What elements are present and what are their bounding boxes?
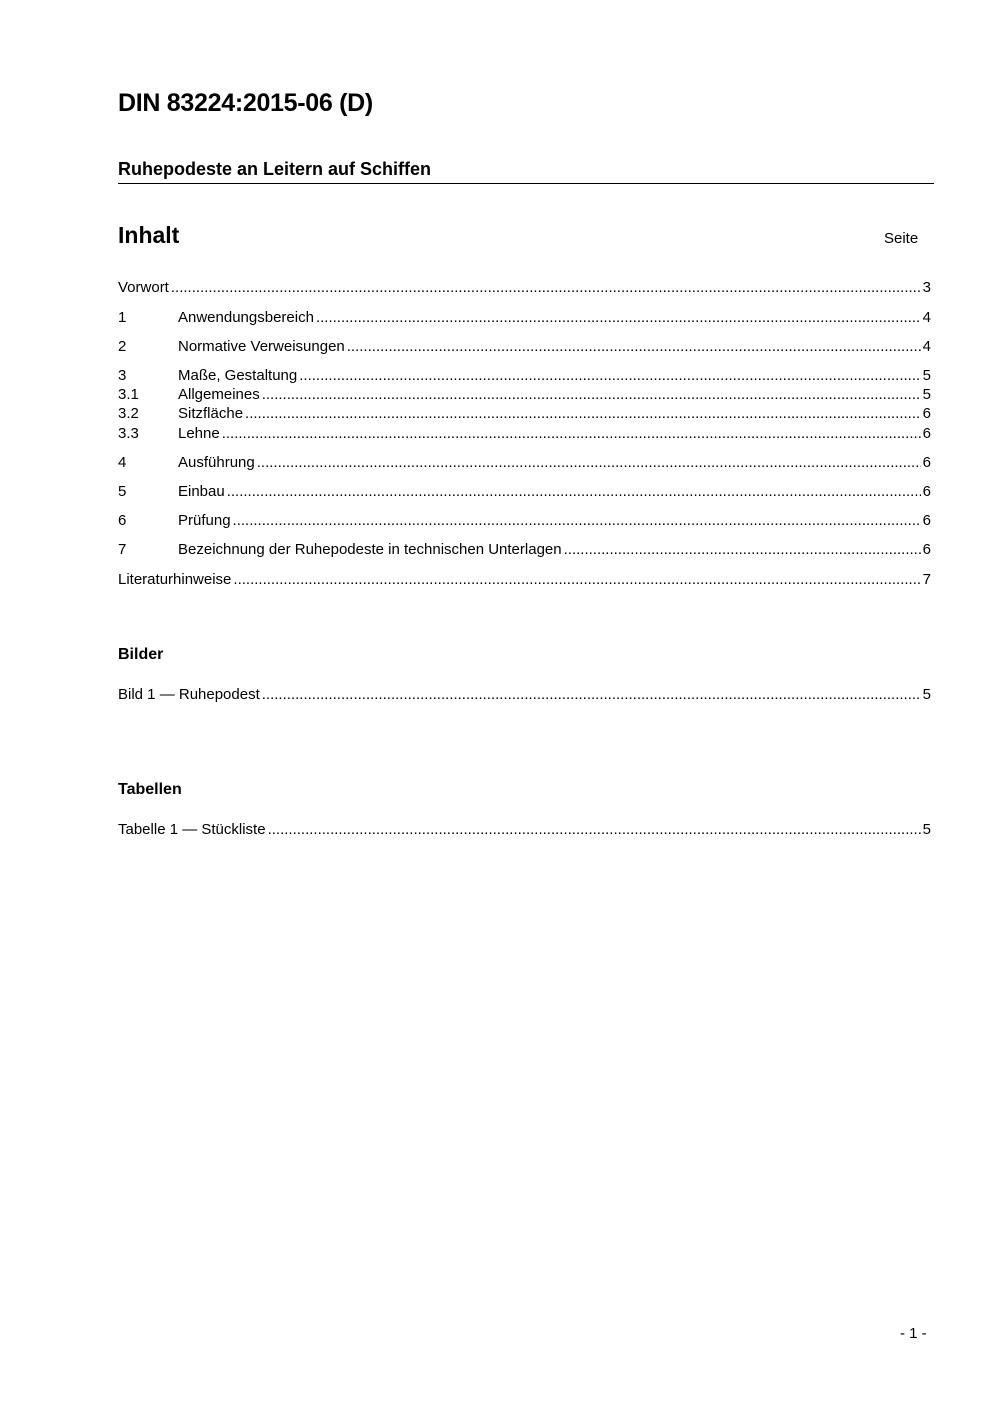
toc-entry-label: Normative Verweisungen xyxy=(178,338,345,355)
toc-entry-section-3[interactable] xyxy=(118,367,931,385)
leader-dots xyxy=(220,425,921,443)
figure-entry-page: 5 xyxy=(922,686,931,703)
toc-entry-label: Prüfung xyxy=(178,512,231,529)
toc-entry-number: 2 xyxy=(118,338,127,355)
toc-entry-page: 6 xyxy=(922,512,931,529)
toc-entry-page: 6 xyxy=(922,483,931,500)
toc-entry-number: 1 xyxy=(118,309,127,326)
document-subtitle: Ruhepodeste an Leitern auf Schiffen xyxy=(118,159,934,184)
toc-entry-page: 4 xyxy=(922,338,931,355)
toc-entry-page: 6 xyxy=(922,541,931,558)
figures-heading: Bilder xyxy=(118,646,164,663)
toc-entry-label: Maße, Gestaltung xyxy=(178,367,298,384)
page-number: - 1 - xyxy=(900,1325,927,1342)
toc-entry-page: 4 xyxy=(922,309,931,326)
toc-entry-section-3-1[interactable] xyxy=(118,386,931,404)
toc-entry-number: 3.2 xyxy=(118,405,139,422)
leader-dots xyxy=(225,483,921,501)
toc-heading: Inhalt xyxy=(118,222,180,248)
toc-entry-section-3-2[interactable] xyxy=(118,405,931,423)
leader-dots xyxy=(260,386,921,404)
toc-entry-number: 5 xyxy=(118,483,127,500)
leader-dots xyxy=(255,454,921,472)
toc-entry-label: Lehne xyxy=(178,425,220,442)
document-title: DIN 83224:2015-06 (D) xyxy=(118,89,373,117)
toc-entry-label: Vorwort xyxy=(118,279,169,296)
figure-entry[interactable] xyxy=(118,686,931,704)
page-column-label: Seite xyxy=(884,230,919,247)
toc-entry-page: 6 xyxy=(922,454,931,471)
toc-entry-number: 6 xyxy=(118,512,127,529)
leader-dots xyxy=(562,541,921,559)
toc-entry-page: 5 xyxy=(922,367,931,384)
toc-entry-page: 6 xyxy=(922,405,931,422)
toc-entry-page: 5 xyxy=(922,386,931,403)
toc-entry-label: Literaturhinweise xyxy=(118,571,232,588)
toc-entry-section-3-3[interactable] xyxy=(118,425,931,443)
leader-dots xyxy=(345,338,921,356)
toc-entry-label: Anwendungsbereich xyxy=(178,309,314,326)
leader-dots xyxy=(243,405,921,423)
toc-entry-label: Ausführung xyxy=(178,454,255,471)
leader-dots xyxy=(266,821,921,839)
toc-entry-label: Sitzfläche xyxy=(178,405,244,422)
leader-dots xyxy=(260,686,921,704)
figure-entry-label: Bild 1 — Ruhepodest xyxy=(118,686,260,703)
leader-dots xyxy=(169,279,921,297)
toc-entry-number: 4 xyxy=(118,454,127,471)
toc-entry-page: 6 xyxy=(922,425,931,442)
toc-entry-bibliography[interactable] xyxy=(118,571,931,589)
toc-entry-section-4[interactable] xyxy=(118,454,931,472)
tables-heading: Tabellen xyxy=(118,781,182,798)
toc-entry-foreword[interactable] xyxy=(118,279,931,297)
toc-entry-section-5[interactable] xyxy=(118,483,931,501)
toc-entry-section-6[interactable] xyxy=(118,512,931,530)
toc-entry-number: 3.3 xyxy=(118,425,139,442)
leader-dots xyxy=(314,309,921,327)
table-entry[interactable] xyxy=(118,821,931,839)
leader-dots xyxy=(231,571,920,589)
toc-entry-section-2[interactable] xyxy=(118,338,931,356)
toc-entry-label: Einbau xyxy=(178,483,225,500)
toc-entry-number: 3 xyxy=(118,367,127,384)
toc-entry-number: 7 xyxy=(118,541,127,558)
toc-entry-page: 3 xyxy=(922,279,931,296)
toc-entry-section-1[interactable] xyxy=(118,309,931,327)
toc-entry-label: Bezeichnung der Ruhepodeste in technischen Unterlagen xyxy=(178,541,562,558)
table-entry-label: Tabelle 1 — Stückliste xyxy=(118,821,266,838)
leader-dots xyxy=(231,512,921,530)
toc-entry-label: Allgemeines xyxy=(178,386,260,403)
toc-entry-number: 3.1 xyxy=(118,386,139,403)
toc-entry-section-7[interactable] xyxy=(118,541,931,559)
toc-entry-page: 7 xyxy=(922,571,931,588)
leader-dots xyxy=(297,367,920,385)
table-entry-page: 5 xyxy=(922,821,931,838)
